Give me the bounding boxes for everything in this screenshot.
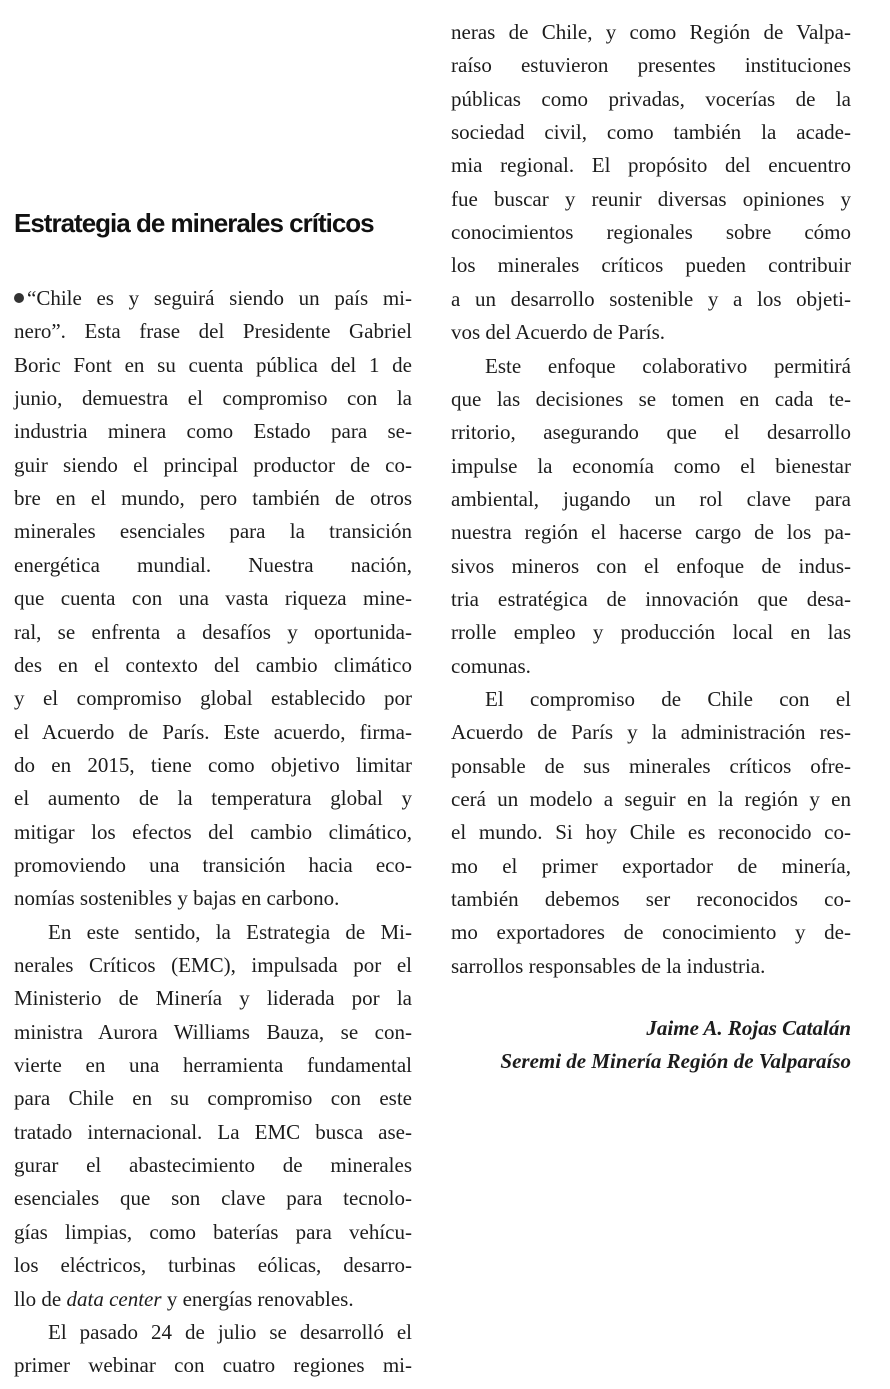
italic-term: data center	[66, 1286, 162, 1311]
article-headline: Estrategia de minerales críticos	[14, 208, 374, 238]
left-text-line: mitigar los efectos del cambio climático,	[14, 819, 412, 844]
left-text-line: guir siendo el principal productor de co-	[14, 452, 412, 477]
left-text-line: esenciales que son clave para tecnolo-	[14, 1186, 412, 1211]
left-text-line: para Chile en su compromiso con este	[14, 1086, 412, 1111]
left-text-line: Ministerio de Minería y liderada por la	[14, 986, 412, 1011]
right-text-line: sarrollos responsables de la industria.	[451, 953, 766, 978]
right-text-line: neras de Chile, y como Región de Valpa-	[451, 20, 851, 44]
left-text-line: nomías sostenibles y bajas en carbono.	[14, 886, 340, 911]
right-text-line: sivos mineros con el enfoque de indus-	[451, 553, 851, 578]
right-text-line: nuestra región el hacerse cargo de los pa-	[451, 520, 851, 545]
right-text-line: fue buscar y reunir diversas opiniones y	[451, 186, 851, 211]
right-text-line: rritorio, asegurando que el desarrollo	[451, 420, 851, 445]
left-text-line	[14, 1283, 412, 1316]
left-text-line: vierte en una herramienta fundamental	[14, 1053, 412, 1078]
right-text-line: públicas como privadas, vocerías de la	[451, 86, 851, 111]
left-text-line: el aumento de la temperatura global y	[14, 786, 412, 811]
right-text-line: rrolle empleo y producción local en las	[451, 620, 851, 645]
right-text-line: vos del Acuerdo de París.	[451, 320, 666, 345]
right-text-line: los minerales críticos pueden contribuir	[451, 253, 851, 278]
left-text-line: ral, se enfrenta a desafíos y oportunida-	[14, 619, 412, 644]
left-text-line: ministra Aurora Williams Bauza, se con-	[14, 1019, 412, 1044]
right-text-line: también debemos ser reconocidos co-	[451, 887, 851, 912]
right-text-line: impulse la economía como el bienestar	[451, 453, 851, 478]
right-text-line: tria estratégica de innovación que desa-	[451, 586, 851, 611]
right-text-line: mo exportadores de conocimiento y de-	[451, 920, 851, 945]
left-text-line: promoviendo una transición hacia eco-	[14, 852, 412, 877]
left-text-line: nero”. Esta frase del Presidente Gabriel	[14, 319, 412, 344]
left-text-line: El pasado 24 de julio se desarrolló el	[48, 1319, 412, 1344]
left-text-line: industria minera como Estado para se-	[14, 419, 412, 444]
left-text-line: do en 2015, tiene como objetivo limitar	[14, 752, 412, 777]
right-text-line: comunas.	[451, 653, 531, 678]
right-text-line: que las decisiones se tomen en cada te-	[451, 386, 851, 411]
left-text-fragment: llo de	[14, 1286, 62, 1311]
left-text-line: bre en el mundo, pero también de otros	[14, 486, 412, 511]
left-text-line: Boric Font en su cuenta pública del 1 de	[14, 352, 412, 377]
left-text-fragment: y energías renovables.	[166, 1286, 354, 1311]
left-text-line: que cuenta con una vasta riqueza mine-	[14, 586, 412, 611]
right-text-line: mo el primer exportador de minería,	[451, 853, 851, 878]
left-text-line: gías limpias, como baterías para vehícu-	[14, 1219, 412, 1244]
signature-title: Seremi de Minería Región de Valparaíso	[500, 1049, 851, 1073]
right-text-line: El compromiso de Chile con el	[485, 687, 851, 711]
right-text-line: ponsable de sus minerales críticos ofre-	[451, 753, 851, 778]
left-text-line: el Acuerdo de París. Este acuerdo, firma-	[14, 719, 412, 744]
left-text-line: gurar el abastecimiento de minerales	[14, 1153, 412, 1178]
right-text-line: Acuerdo de París y la administración res-	[451, 720, 851, 745]
left-text-line: energética mundial. Nuestra nación,	[14, 552, 412, 577]
right-text-line: a un desarrollo sostenible y a los objeti-	[451, 286, 851, 311]
left-text-line	[14, 282, 412, 315]
right-text-line: raíso estuvieron presentes instituciones	[451, 53, 851, 78]
left-text-line: En este sentido, la Estrategia de Mi-	[48, 919, 412, 944]
right-text-line: mia regional. El propósito del encuentro	[451, 153, 851, 178]
left-text-line: des en el contexto del cambio climático	[14, 652, 412, 677]
left-text-line: tratado internacional. La EMC busca ase-	[14, 1119, 412, 1144]
right-text-line: el mundo. Si hoy Chile es reconocido co-	[451, 820, 851, 845]
left-text-line: y el compromiso global establecido por	[14, 686, 412, 711]
right-text-line: cerá un modelo a seguir en la región y en	[451, 787, 851, 812]
bullet-icon	[14, 293, 24, 303]
signature-name: Jaime A. Rojas Catalán	[646, 1016, 851, 1040]
right-text-line: sociedad civil, como también la acade-	[451, 120, 851, 145]
left-text-line: primer webinar con cuatro regiones mi-	[14, 1353, 412, 1378]
right-text-line: Este enfoque colaborativo permitirá	[485, 353, 851, 378]
left-text-line: junio, demuestra el compromiso con la	[14, 386, 412, 411]
left-text-line: minerales esenciales para la transición	[14, 519, 412, 544]
right-text-line: conocimientos regionales sobre cómo	[451, 220, 851, 245]
left-text-line: los eléctricos, turbinas eólicas, desarro-	[14, 1253, 412, 1278]
right-text-line: ambiental, jugando un rol clave para	[451, 486, 851, 511]
left-text-line: nerales Críticos (EMC), impulsada por el	[14, 953, 412, 977]
left-text-fragment: “Chile es y seguirá siendo un país mi-	[27, 286, 412, 310]
